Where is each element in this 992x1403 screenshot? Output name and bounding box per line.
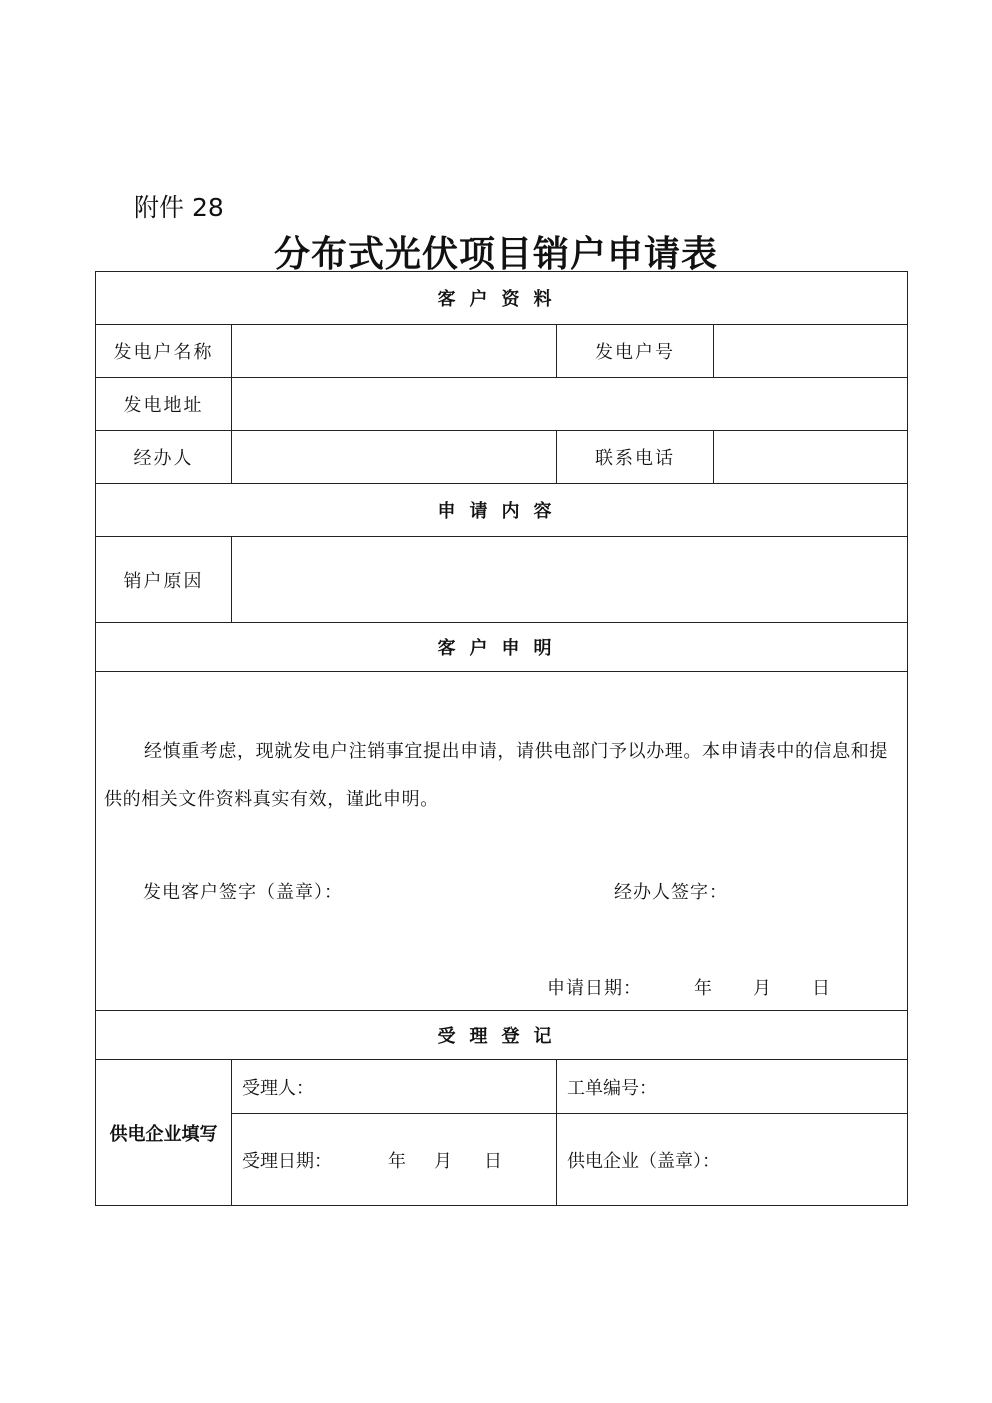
declaration-text: 经慎重考虑，现就发电户注销事宜提出申请，请供电部门予以办理。本申请表中的信息和提供的相关文件资料真实有效，谨此申明。 (104, 741, 888, 810)
accept-date-field[interactable] (232, 1114, 557, 1206)
accept-year-label: 年 (388, 1150, 406, 1172)
year-label: 年 (694, 978, 713, 999)
phone-field[interactable] (714, 431, 908, 484)
reason-field[interactable] (232, 537, 908, 623)
accept-day-label: 日 (484, 1150, 502, 1172)
customer-signature-label[interactable]: 发电客户签字（盖章）： (143, 882, 343, 903)
order-number-field[interactable] (557, 1060, 908, 1114)
address-label: 发电地址 (96, 378, 232, 431)
handler-field[interactable] (232, 431, 557, 484)
generator-number-label: 发电户号 (557, 325, 714, 378)
receiver-label: 受理人： (242, 1077, 314, 1099)
company-seal-label: 供电企业（盖章）： (567, 1150, 720, 1172)
section-application: 申请内容 (96, 484, 908, 537)
handler-label: 经办人 (96, 431, 232, 484)
date-label: 申请日期： (547, 978, 642, 999)
generator-name-field[interactable] (232, 325, 557, 378)
order-number-label: 工单编号： (567, 1077, 657, 1099)
day-label: 日 (812, 978, 831, 999)
generator-number-field[interactable] (714, 325, 908, 378)
accept-month-label: 月 (434, 1150, 452, 1172)
receiver-field[interactable] (232, 1060, 557, 1114)
handler-signature-label[interactable]: 经办人签字： (614, 882, 728, 903)
power-company-fill-label: 供电企业填写 (96, 1060, 232, 1206)
month-label: 月 (753, 978, 772, 999)
accept-date-label: 受理日期： (242, 1150, 332, 1172)
application-date[interactable] (547, 974, 831, 1000)
section-registration: 受理登记 (96, 1011, 908, 1060)
generator-name-label: 发电户名称 (96, 325, 232, 378)
reason-label: 销户原因 (96, 537, 232, 623)
declaration-cell (96, 672, 908, 1011)
application-form (95, 271, 908, 1206)
company-seal-field[interactable] (557, 1114, 908, 1206)
address-field[interactable] (232, 378, 908, 431)
section-declaration: 客户申明 (96, 623, 908, 672)
attachment-number: 附件 28 (134, 193, 224, 222)
phone-label: 联系电话 (557, 431, 714, 484)
section-customer-info: 客户资料 (96, 272, 908, 325)
form-title: 分布式光伏项目销户申请表 (273, 233, 718, 275)
